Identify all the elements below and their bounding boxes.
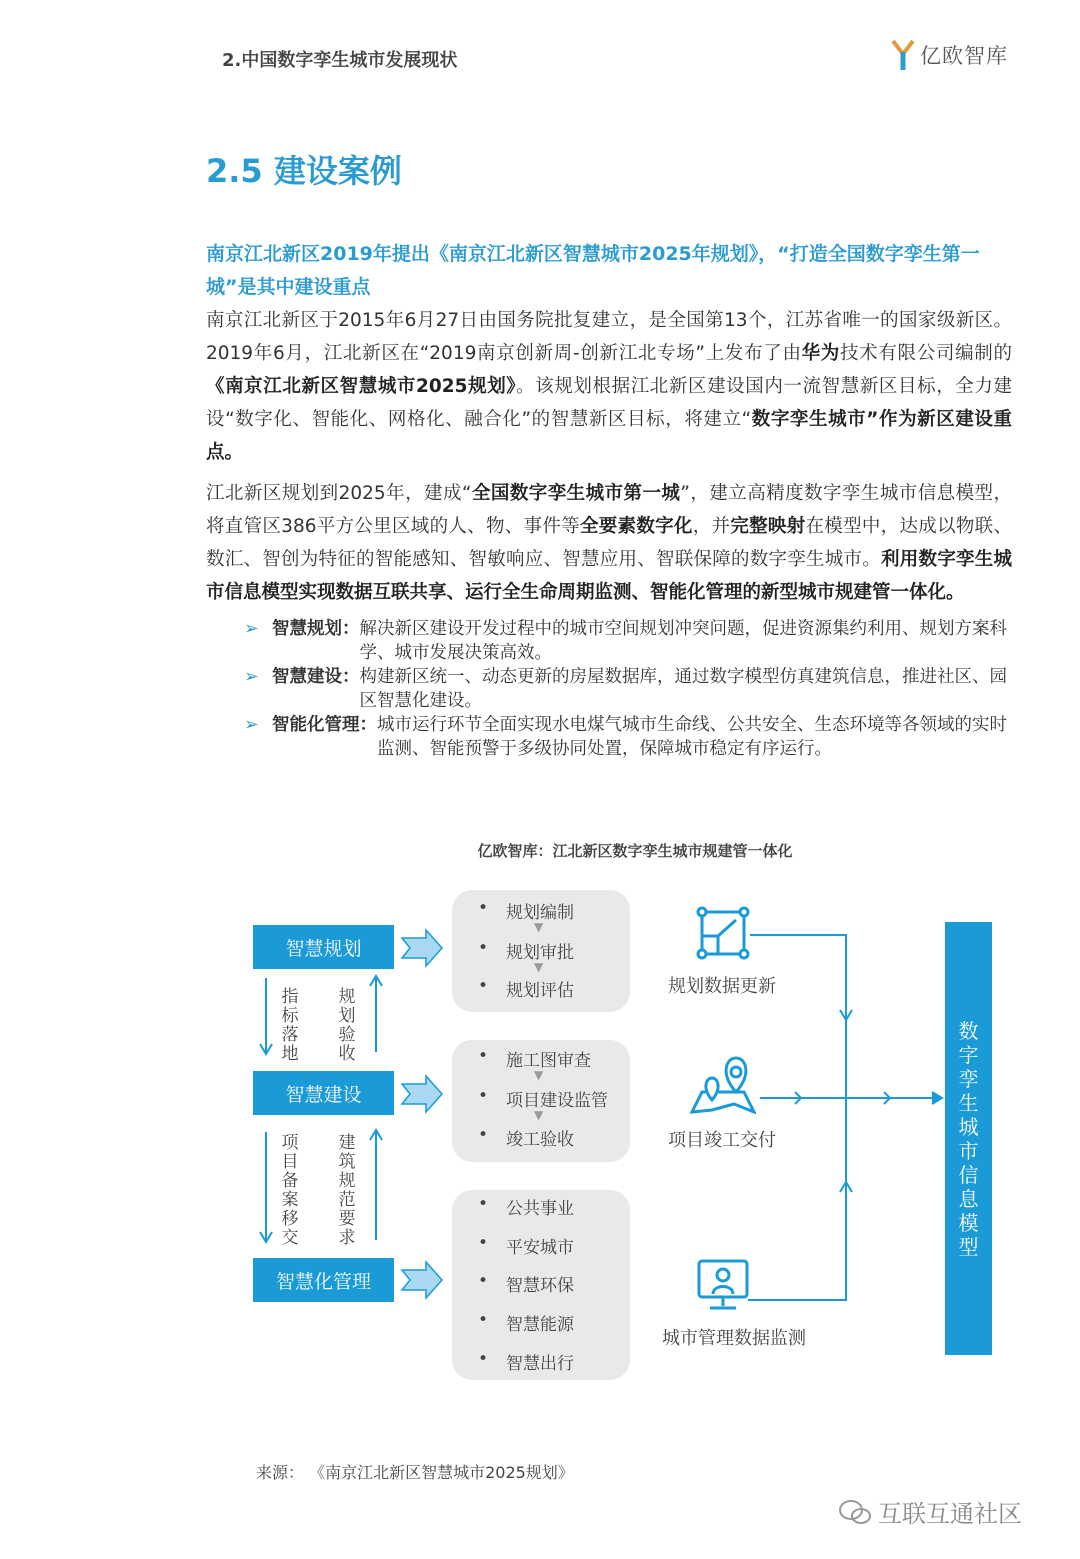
link-label: 指标落地 (281, 987, 299, 1064)
panel-item (478, 898, 574, 923)
panel-item-label: 智慧出行 (506, 1354, 574, 1374)
bold-text: 全要素数字化 (579, 516, 693, 537)
arrow-bullet-icon: ➢ (244, 619, 259, 639)
lead-heading: 南京江北新区2019年提出《南京江北新区智慧城市2025年规划》，“打造全国数字孪生第一城”是其中建设重点 (206, 243, 980, 298)
link-label: 规划验收 (338, 987, 356, 1064)
arrow-bullet-icon: ➢ (244, 667, 259, 687)
bullet-item: ➢ 智慧建设 ： 构建新区统一、动态更新的房屋数据库，通过数字模型仿真建筑信息，推进社区、园区智慧化建设。 (244, 665, 1012, 713)
bullet-text: 构建新区统一、动态更新的房屋数据库，通过数字模型仿真建筑信息，推进社区、园区智慧化建设。 (359, 667, 1007, 711)
bullet-key: 智慧规划 (272, 619, 342, 639)
diagram-caption: 亿欧智库：江北新区数字孪生城市规建管一体化 (477, 842, 793, 860)
panel-item (478, 938, 574, 963)
text-run: ”，建立高精度数字孪生城市信息模型，将直管区386平方公里区域的人、物、事件等 (206, 483, 1012, 537)
box-smart-planning: 智慧规划 (253, 925, 394, 969)
bold-text: 《南京江北新区智慧城市2025规划》 (206, 376, 517, 397)
panel-item (478, 1310, 574, 1335)
panel-item (478, 1233, 574, 1258)
panel-item (478, 1271, 574, 1296)
link-label: 项目备案移交 (281, 1133, 299, 1248)
icon-label: 规划数据更新 (668, 976, 776, 997)
text-run: 。该规划根据江北新区建设国内一流智慧新区目标，全力建设“数字化、智能化、网格化、融合化”的智慧新区目标，将建立“ (206, 376, 1012, 430)
target-model-bar (945, 922, 992, 1355)
panel-item-label: 智慧能源 (506, 1315, 574, 1335)
text-run: 在模型中，达成以物联、数汇、智创为特征的智能感知、智敏响应、智慧应用、智联保障的数字孪生城市。 (206, 516, 1012, 570)
panel-item-label: 竣工验收 (506, 1130, 574, 1150)
panel-item (478, 1194, 574, 1219)
source-note: 来源： 《南京江北新区智慧城市2025规划》 (256, 1463, 574, 1482)
bold-text: 利用数字孪生城市信息模型实现数据互联共享、运行全生命周期监测、智能化管理的新型城市规建管一体化。 (206, 549, 1012, 603)
chevron-down-icon: ▼ (534, 1068, 544, 1082)
bullet-text: 城市运行环节全面实现水电煤气城市生命线、公共安全、生态环境等各领域的实时监测、智能预警于多级协同处置，保障城市稳定有序运行。 (377, 715, 1007, 759)
text-run: ，并 (692, 516, 731, 537)
chevron-arrow-icon (402, 930, 442, 966)
map-pin-icon (690, 1056, 756, 1114)
panel-item-label: 项目建设监管 (506, 1091, 608, 1111)
bullet-key: 智能化管理 (272, 715, 360, 735)
bullet-text: 解决新区建设开发过程中的城市空间规划冲突问题，促进资源集约利用、规划方案科学、城市发展决策高效。 (359, 619, 1007, 663)
panel-item (478, 1125, 574, 1150)
text-run: 技术有限公司编制的 (840, 343, 1012, 364)
arrow-bullet-icon: ➢ (244, 715, 259, 735)
bold-text: 全国数字孪生城市第一城 (471, 483, 681, 504)
planning-map-icon (696, 906, 750, 960)
text-run: 南京江北新区于2015年6月27日由国务院批复建立，是全国第13个，江苏省唯一的国家级新区。2019年6月，江北新区在“2019南京创新周-创新江北专场”上发布了由 (206, 310, 1012, 364)
bullet-key: 智慧建设 (272, 667, 342, 687)
chevron-down-icon: ▼ (534, 920, 544, 934)
wechat-icon (838, 1498, 872, 1526)
page-title: 2.5 建设案例 (206, 152, 402, 190)
text-run: 江北新区规划到2025年，建成“ (206, 483, 472, 504)
section-header: 2.中国数字孪生城市发展现状 (222, 50, 458, 71)
chevron-arrow-icon (402, 1076, 442, 1112)
bold-text: 数字孪生城市”作为新区建设重点。 (206, 409, 1012, 463)
monitor-user-icon (696, 1258, 750, 1312)
icon-label: 城市管理数据监测 (662, 1328, 806, 1349)
target-label: 数字孪生城市信息模型 (958, 1018, 979, 1259)
chevron-down-icon: ▼ (534, 960, 544, 974)
chevron-arrow-icon (402, 1262, 442, 1298)
bullet-item: ➢ 智能化管理 ： 城市运行环节全面实现水电煤气城市生命线、公共安全、生态环境等各领域的实时监测、智能预警于多级协同处置，保障城市稳定有序运行。 (244, 713, 1012, 761)
panel-item-label: 规划编制 (506, 903, 574, 923)
panel-item-label: 规划评估 (506, 981, 574, 1001)
panel-item-label: 施工图审查 (506, 1051, 591, 1071)
bold-text: 完整映射 (730, 516, 806, 537)
panel-item (478, 976, 574, 1001)
logo-text: 亿欧智库 (920, 44, 1008, 68)
bullet-item: ➢ 智慧规划 ： 解决新区建设开发过程中的城市空间规划冲突问题，促进资源集约利用、规划方案科学、城市发展决策高效。 (244, 617, 1012, 665)
panel-item (478, 1349, 574, 1374)
panel-item-label: 平安城市 (506, 1238, 574, 1258)
watermark-text: 互联互通社区 (878, 1500, 1022, 1528)
link-label: 建筑规范要求 (338, 1133, 356, 1248)
panel-item-label: 智慧环保 (506, 1276, 574, 1296)
box-smart-management: 智慧化管理 (253, 1258, 394, 1302)
bold-text: 华为 (801, 343, 840, 364)
chevron-down-icon: ▼ (534, 1108, 544, 1122)
icon-label: 项目竣工交付 (668, 1130, 776, 1151)
panel-item-label: 规划审批 (506, 943, 574, 963)
watermark (838, 1494, 1022, 1529)
box-smart-construction: 智慧建设 (253, 1071, 394, 1115)
panel-item-label: 公共事业 (506, 1199, 574, 1219)
